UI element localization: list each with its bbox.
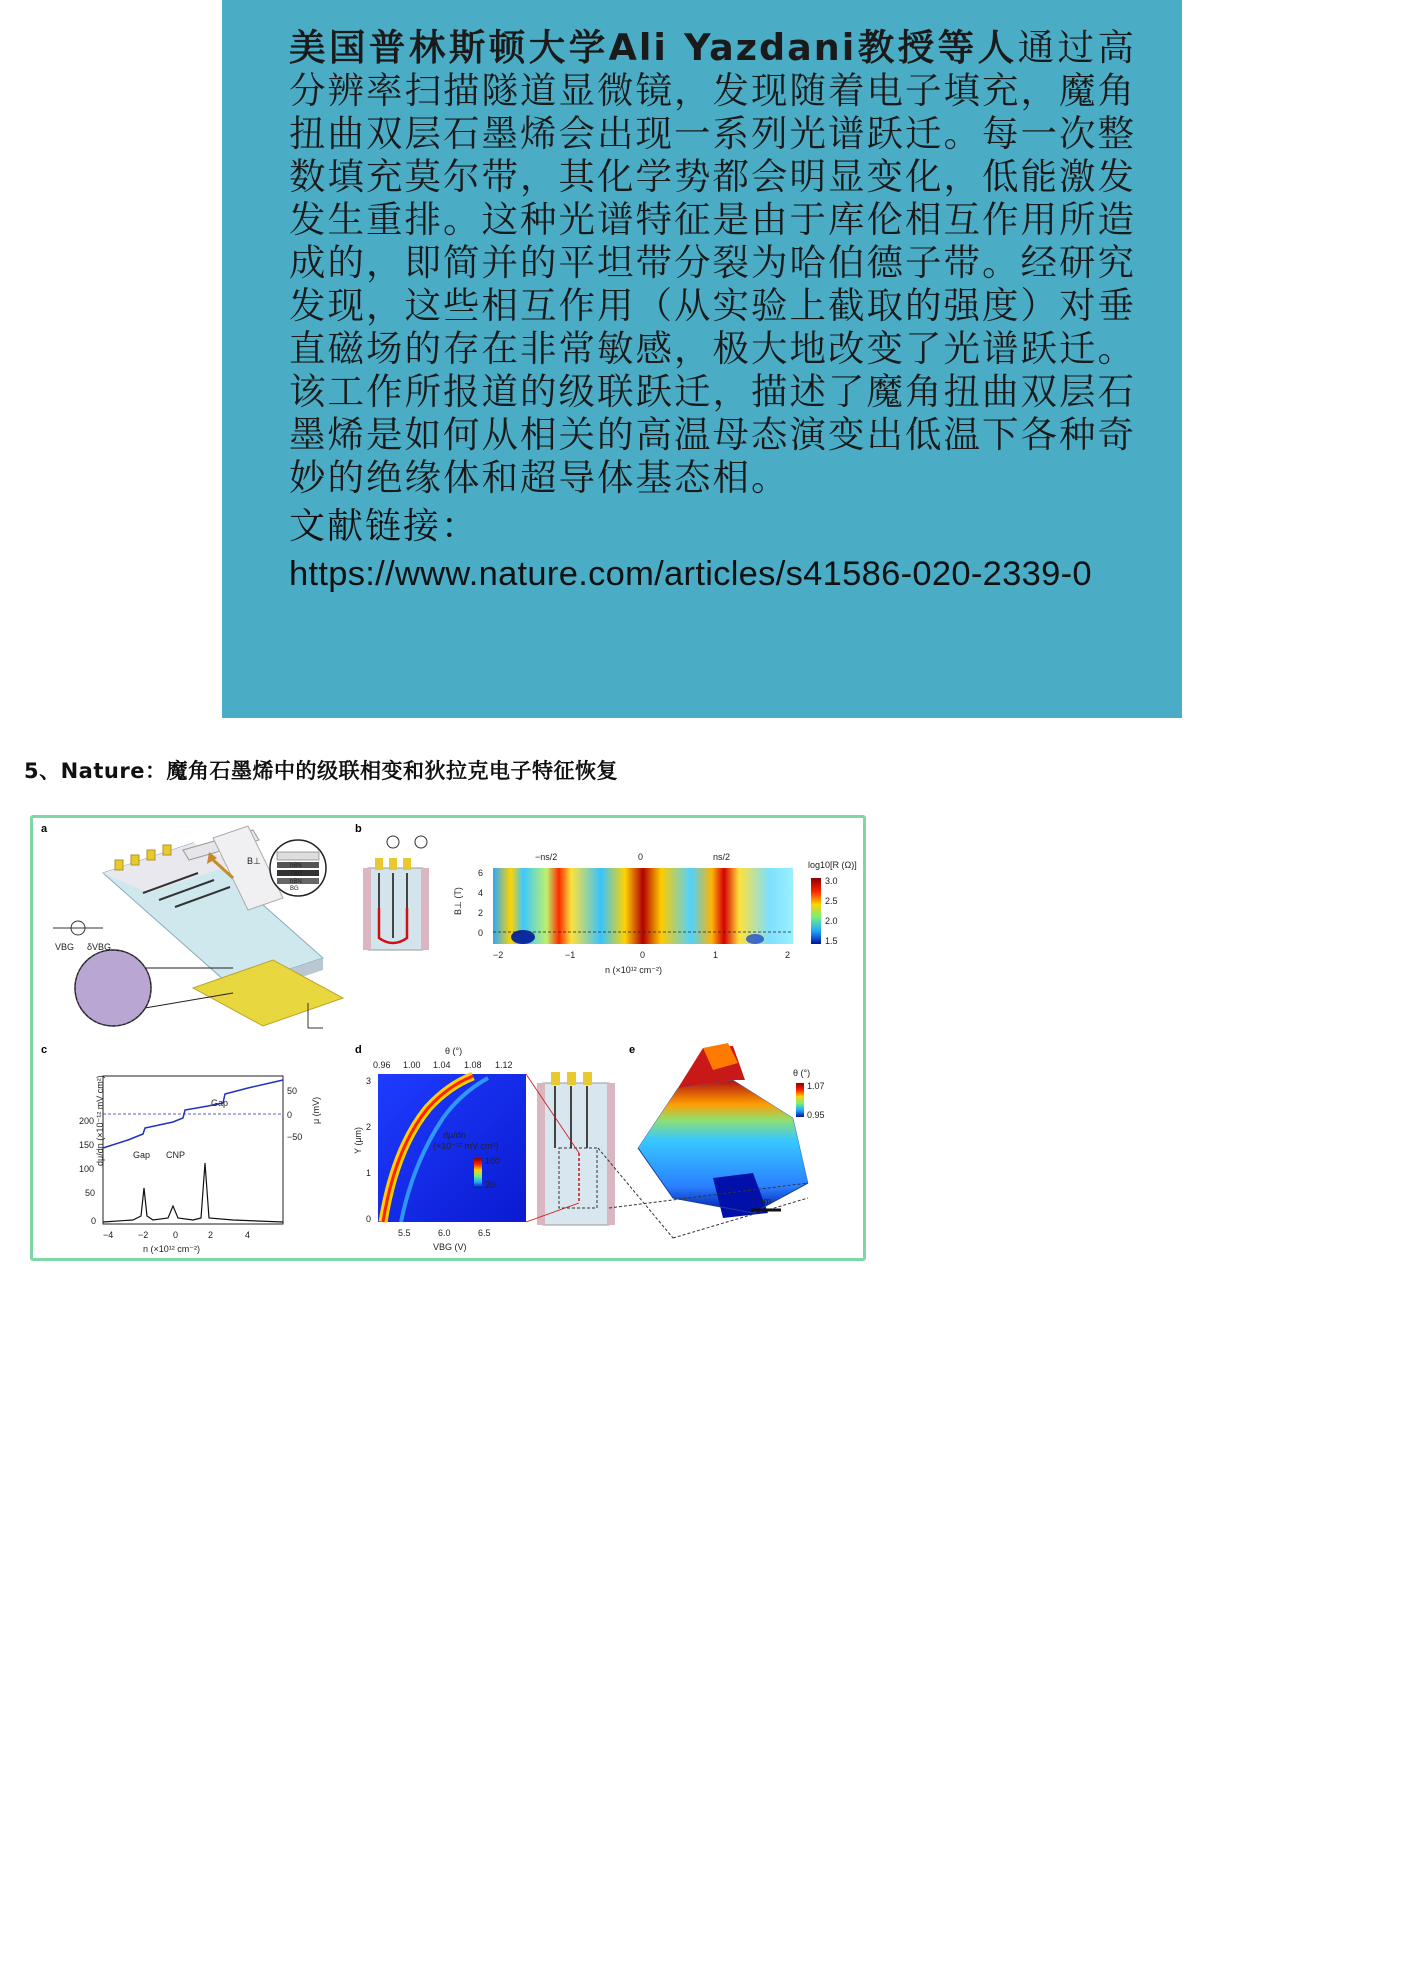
e-cbar-tick-2: 0.95 [807,1110,825,1120]
c-right-tick-neg50: −50 [287,1132,303,1142]
d-y-label: Y (μm) [353,1126,363,1154]
c-annot-gap-1: Gap [133,1150,151,1160]
b-x-tick-4: 1 [713,950,719,960]
b-top-tick-3: ns/2 [713,852,731,862]
c-x-tick-2: −2 [138,1230,149,1240]
b-y-tick-0: 0 [478,928,484,938]
d-top-tick-4: 1.08 [464,1060,482,1070]
c-annot-gap-2: Gap [211,1098,229,1108]
b-x-tick-1: −2 [493,950,504,960]
d-x-label: VBG (V) [433,1242,467,1252]
b-top-tick-2: 0 [638,852,644,862]
b-cbar-tick-2: 2.5 [825,896,838,906]
d-cbar-title-2: (×10⁻¹² mV cm²) [433,1141,499,1151]
c-annot-cnp: CNP [166,1150,186,1160]
reference-link[interactable]: https://www.nature.com/articles/s41586-020-2339-0 [289,555,1092,593]
twist-angle-map [353,1046,615,1252]
b-cbar-tick-4: 1.5 [825,936,838,946]
dvbg-label: δVBG [87,942,112,952]
resistance-map [453,852,857,975]
c-y-tick-0: 0 [91,1216,97,1226]
panel-label-a: a [41,823,48,835]
c-y-tick-200: 200 [79,1116,95,1126]
b-x-tick-3: 0 [640,950,646,960]
slide-bold-intro: 美国普林斯顿大学Ali Yazdani教授等人 [289,26,1018,69]
d-cbar-tick-2: 20 [485,1180,496,1190]
panel-label-c: c [41,1044,48,1056]
slide-body-rest: 通过高分辨率扫描隧道显微镜，发现随着电子填充，魔角扭曲双层石墨烯会出现一系列光谱跃迁。每一次整数填充莫尔带，其化学势都会明显变化，低能激发发生重排。这种光谱特征是由于库伦相互作用所造成的，即简并的平坦带分裂为哈伯德子带。经研究发现，这些相互作用（从实验上截取的强度）对垂直磁场的存在非常敏感，极大地改变了光谱跃迁。该工作所报道的级联跃迁，描述了魔角扭曲双层石墨烯是如何从相关的高温母态演变出低温下各种奇妙的绝缘体和超导体基态相。 [289,26,1137,499]
d-y-tick-1: 1 [366,1168,372,1178]
twist-angle-surface [598,1043,825,1238]
c-right-tick-50: 50 [287,1086,298,1096]
d-x-tick-2: 6.0 [438,1228,451,1238]
e-scale-bar: 1 μm [751,1196,772,1206]
d-x-tick-3: 6.5 [478,1228,491,1238]
panel-label-b: b [355,823,362,835]
layer-label-3: hBN [290,879,302,885]
b-cbar-tick-3: 2.0 [825,916,838,926]
c-x-tick-3: 0 [173,1230,179,1240]
c-y-tick-50: 50 [85,1188,96,1198]
d-cbar-tick-1: 100 [485,1156,501,1166]
slide-body-text [289,26,1136,499]
c-y-tick-150: 150 [79,1140,95,1150]
d-y-tick-2: 2 [366,1122,372,1132]
c-y-tick-100: 100 [79,1164,95,1174]
d-y-tick-0: 0 [366,1214,372,1224]
e-cbar-title: θ (°) [793,1068,811,1078]
c-x-tick-1: −4 [103,1230,114,1240]
b-y-tick-4: 4 [478,888,484,898]
panel-label-e: e [629,1044,636,1056]
figure-svg [33,818,863,1258]
b-top-tick-1: −ns/2 [535,852,558,862]
b-cbar-tick-1: 3.0 [825,876,838,886]
d-cbar-title-1: dμ/dn [443,1130,466,1140]
e-colorbar [796,1083,804,1117]
b-y-tick-6: 6 [478,868,484,878]
b-y-label: B⊥ (T) [453,887,463,915]
d-top-title: θ (°) [445,1046,463,1056]
figure-panel [30,815,866,1261]
c-x-label: n (×10¹² cm⁻²) [143,1244,201,1254]
c-x-tick-5: 4 [245,1230,251,1240]
field-label: B⊥ [247,856,261,866]
d-top-tick-5: 1.12 [495,1060,513,1070]
panel-b-schematic [363,836,429,950]
panel-label-d: d [355,1044,362,1056]
device-schematic [53,826,343,1028]
b-x-tick-5: 2 [785,950,791,960]
layer-label-2: TBG [290,871,303,877]
d-top-tick-3: 1.04 [433,1060,451,1070]
b-cbar-title: log10[R (Ω)] [808,860,857,870]
c-right-label: μ (mV) [311,1096,321,1124]
section-heading: 5、Nature：魔角石墨烯中的级联相变和狄拉克电子特征恢复 [24,759,618,783]
blue-text-slide [222,0,1182,718]
e-cbar-tick-1: 1.07 [807,1081,825,1091]
d-x-tick-1: 5.5 [398,1228,411,1238]
resistance-heatmap [493,868,793,944]
b-y-tick-2: 2 [478,908,484,918]
layer-label-4: BG [290,886,299,892]
layer-label-1: hBN [290,863,302,869]
d-colorbar [474,1158,482,1188]
d-y-tick-3: 3 [366,1076,372,1086]
b-x-tick-2: −1 [565,950,576,960]
c-x-tick-4: 2 [208,1230,214,1240]
d-top-tick-2: 1.00 [403,1060,421,1070]
b-x-label: n (×10¹² cm⁻²) [605,965,663,975]
compressibility-plot [79,1075,321,1254]
b-colorbar [811,878,821,944]
c-y-label: dμ/dn (×10⁻¹² mV cm²) [95,1075,105,1166]
vbg-label: VBG [55,942,75,952]
c-right-tick-0: 0 [287,1110,293,1120]
reference-label: 文献链接： [289,506,480,547]
d-top-tick-1: 0.96 [373,1060,391,1070]
